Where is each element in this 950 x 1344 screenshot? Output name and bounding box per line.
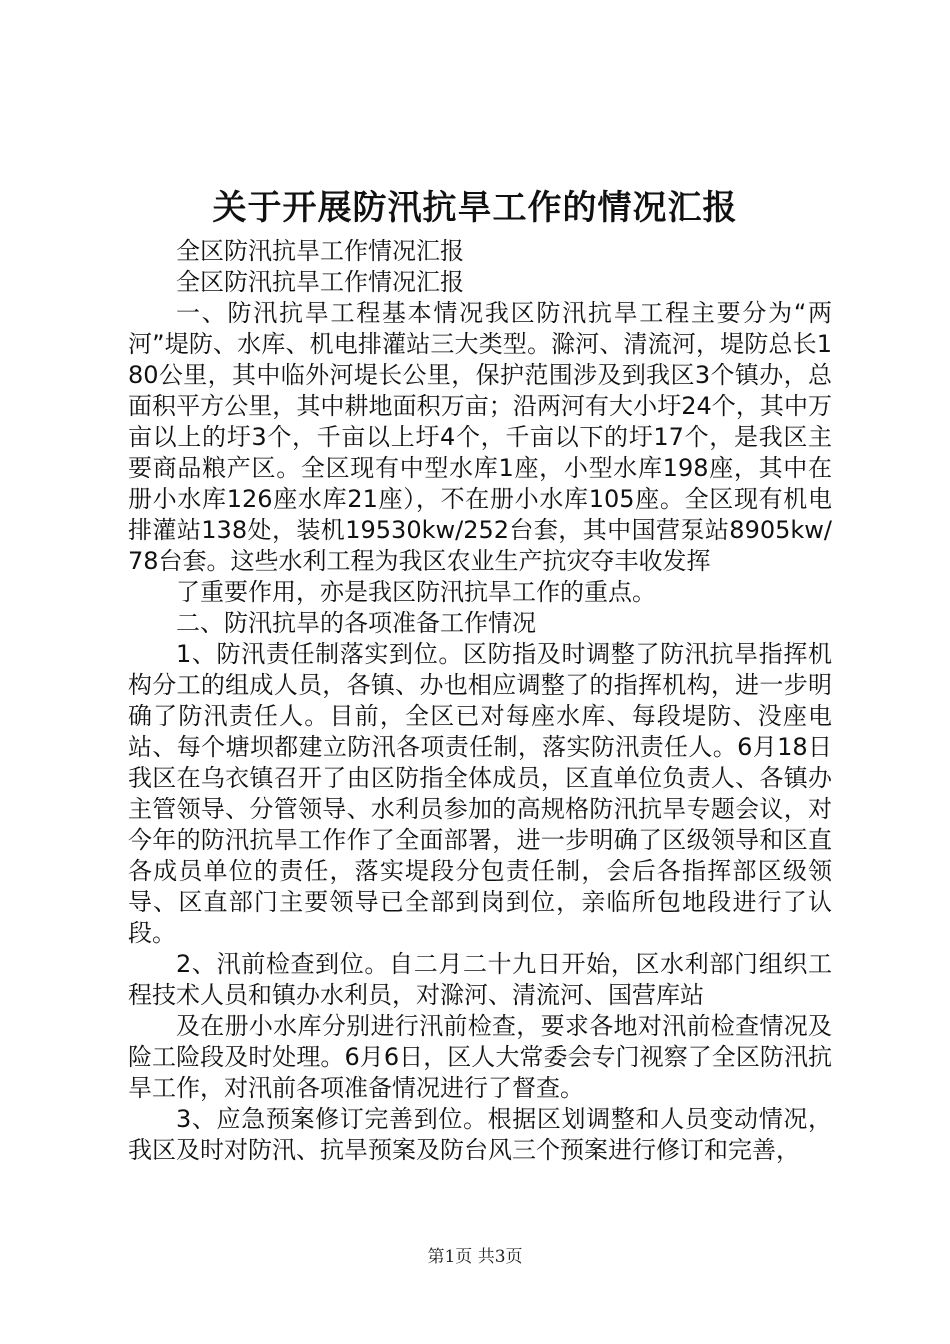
paragraph-subtitle-2: 全区防汛抗旱工作情况汇报 xyxy=(176,268,464,296)
paragraph-item-2-continued: 及在册小水库分别进行汛前检查，要求各地对汛前检查情况及险工险段及时处理。6月6日，区人大常委会专门视察了全区防汛抗旱工作，对汛前各项准备情况进行了督查。 xyxy=(128,1012,832,1102)
paragraph-item-1: 1、防汛责任制落实到位。区防指及时调整了防汛抗旱指挥机构分工的组成人员，各镇、办也相应调整了的指挥机构，进一步明确了防汛责任人。目前，全区已对每座水库、每段堤防、没座电站、每个塘坝都建立防汛各项责任制，落实防汛责任人。6月18日我区在乌衣镇召开了由区防指全体成员，区直单位负责人、各镇办主管领导、分管领导、水利员参加的高规格防汛抗旱专题会议，对今年的防汛抗旱工作作了全面部署，进一步明确了区级领导和区直各成员单位的责任，落实堤段分包责任制，会后各指挥部区级领导、区直部门主要领导已全部到岗到位，亲临所包地段进行了认段。 xyxy=(128,640,832,947)
paragraph-item-3: 3、应急预案修订完善到位。根据区划调整和人员变动情况，我区及时对防汛、抗旱预案及防台风三个预案进行修订和完善， xyxy=(128,1105,832,1164)
paragraph-section-1-continued: 了重要作用，亦是我区防汛抗旱工作的重点。 xyxy=(176,578,656,606)
paragraph-section-1: 一、防汛抗旱工程基本情况我区防汛抗旱工程主要分为“两河”堤防、水库、机电排灌站三大类型。滁河、清流河，堤防总长180公里，其中临外河堤长公里，保护范围涉及到我区3个镇办，总面积平方公里，其中耕地面积万亩；沿两河有大小圩24个，其中万亩以上的圩3个，千亩以上圩4个，千亩以下的圩17个，是我区主要商品粮产区。全区现有中型水库1座，小型水库198座，其中在册小水库126座水库21座），不在册小水库105座。全区现有机电排灌站138处，装机19530kw/252台套，其中国营泵站8905kw/78台套。这些水利工程为我区农业生产抗灾夺丰收发挥 xyxy=(128,299,832,575)
paragraph-section-2-heading: 二、防汛抗旱的各项准备工作情况 xyxy=(176,609,536,637)
paragraph-item-2: 2、汛前检查到位。自二月二十九日开始，区水利部门组织工程技术人员和镇办水利员，对滁河、清流河、国营库站 xyxy=(128,950,832,1009)
page-footer: 第1页 共3页 xyxy=(427,1247,523,1267)
paragraph-subtitle-1: 全区防汛抗旱工作情况汇报 xyxy=(176,237,464,265)
document-title: 关于开展防汛抗旱工作的情况汇报 xyxy=(212,188,738,228)
document-body xyxy=(128,236,832,1166)
